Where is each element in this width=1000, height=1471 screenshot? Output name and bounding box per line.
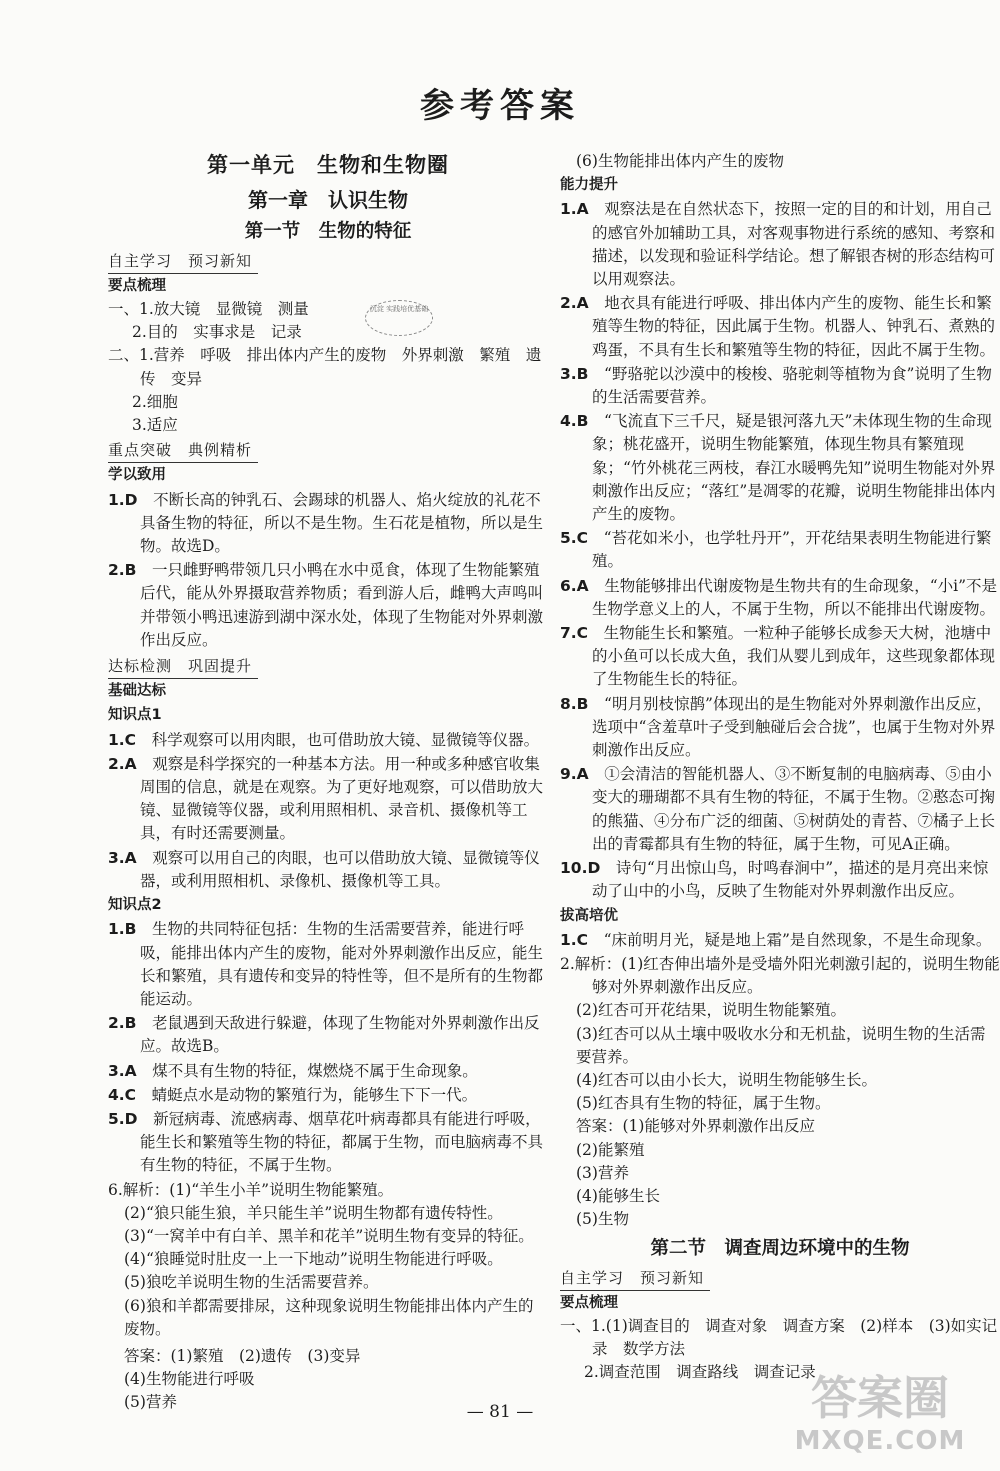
answer-item: 3.B “野骆驼以沙漠中的梭梭、骆驼刺等植物为食”说明了生物的生活需要营养。	[560, 364, 992, 407]
answer-line: 答案：(1)繁殖 (2)遗传 (3)变异	[124, 1346, 361, 1365]
answer-item: 5.D 新冠病毒、流感病毒、烟草花叶病毒都具有能进行呼吸，能生长和繁殖等生物的特征，都属于生物，而电脑病毒不具有生物的特征，不属于生物。	[108, 1109, 544, 1175]
subhead-basic: 基础达标	[108, 683, 166, 700]
banner-check: 达标检测 巩固提升	[108, 655, 258, 679]
answer-line: (4)能够生长	[576, 1186, 660, 1205]
stamp-logo: 沉淀 实践培优基础	[365, 300, 433, 336]
answer-item: 4.B “飞流直下三千尺，疑是银河落九天”未体现生物的生命现象；桃花盛开，说明生物能繁殖，体现生物具有繁殖现象；“竹外桃花三两枝，春江水暖鸭先知”说明生物能对外界刺激作出反应；“落红”是凋零的花瓣，说明生物能排出体内产生的废物。	[560, 412, 996, 524]
answer-item: 5.C “苔花如米小，也学牡丹开”，开花结果表明生物能进行繁殖。	[560, 529, 992, 571]
analysis-line: 6.解析：(1)“羊生小羊”说明生物能繁殖。	[108, 1180, 394, 1199]
answer-item: 1.D 不断长高的钟乳石、会踢球的机器人、焰火绽放的礼花不具备生物的特征，所以不是生物。生石花是植物，所以是生物。故选D。	[108, 490, 544, 556]
subhead-ability: 能力提升	[560, 177, 618, 194]
analysis-line: 2.解析：(1)红杏伸出墙外是受墙外阳光刺激引起的，说明生物能够对外界刺激作出反应。	[560, 954, 1000, 997]
answer-item: 10.D 诗句“月出惊山鸟，时鸣春涧中”，描述的是月亮出来惊动了山中的小鸟，反映了生物能对外界刺激作出反应。	[560, 859, 989, 901]
right-column	[560, 150, 1000, 1385]
answer-item: 1.C 科学观察可以用肉眼，也可借助放大镜、显微镜等仪器。	[108, 730, 540, 749]
answer-line: (5)生物	[576, 1210, 629, 1229]
analysis-line: (4)红杏可以由小长大，说明生物能够生长。	[576, 1070, 877, 1089]
subhead-key-points: 要点梳理	[108, 277, 166, 294]
analysis-line: (4)“狼睡觉时肚皮一上一下地动”说明生物能进行呼吸。	[124, 1250, 503, 1269]
watermark-url: MXQE.COM	[794, 1426, 966, 1456]
answer-item: 2.A 地衣具有能进行呼吸、排出体内产生的废物、能生长和繁殖等生物的特征，因此属于生物。机器人、钟乳石、煮熟的鸡蛋，不具有生长和繁殖等生物的特征，因此不属于生物。	[560, 294, 996, 359]
answer-item: 4.C 蜻蜓点水是动物的繁殖行为，能够生下下一代。	[108, 1085, 478, 1104]
watermark-text: 答案圈	[811, 1371, 949, 1425]
page-number: — 81 —	[466, 1402, 534, 1422]
answer-item: 3.A 煤不具有生物的特征，煤燃烧不属于生命现象。	[108, 1061, 478, 1080]
section-heading: 第一节 生物的特征	[244, 221, 412, 243]
key-point-line: 2.调查范围 调查路线 调查记录	[584, 1363, 816, 1382]
key-point-line: 3.适应	[132, 416, 178, 435]
chapter-heading: 第一章 认识生物	[248, 188, 408, 213]
subhead-advanced: 拔高培优	[560, 907, 618, 924]
subhead-knowledge-2: 知识点2	[108, 897, 162, 914]
answer-line: (5)营养	[124, 1393, 177, 1412]
banner-key-breakthrough: 重点突破 典例精析	[108, 439, 258, 463]
section2-heading: 第二节 调查周边环境中的生物	[650, 1238, 910, 1260]
answer-item: 9.A ①会清洁的智能机器人、③不断复制的电脑病毒、⑤由小变大的珊瑚都不具有生物的特征，不属于生物。②憨态可掬的熊猫、④分布广泛的细菌、⑤树荫处的青苔、⑦橘子上长出的青霉都具有生物的特征，属于生物，可见A正确。	[560, 765, 996, 853]
answer-line: (2)能繁殖	[576, 1140, 645, 1159]
banner-self-study: 自主学习 预习新知	[108, 250, 258, 274]
answer-item: 1.C “床前明月光，疑是地上霜”是自然现象，不是生命现象。	[560, 930, 992, 949]
answer-item: 6.A 生物能够排出代谢废物是生物共有的生命现象，“小i”不是生物学意义上的人，不属于生物，所以不能排出代谢废物。	[560, 576, 997, 618]
analysis-line: (2)红杏可开花结果，说明生物能繁殖。	[576, 1001, 846, 1020]
answer-item: 2.B 一只雌野鸭带领几只小鸭在水中觅食，体现了生物能繁殖后代，能从外界摄取营养物质；看到游人后，雌鸭大声鸣叫并带领小鸭迅速游到湖中深水处，体现了生物能对外界刺激作出反应。	[108, 561, 544, 649]
answer-item: 2.A 观察是科学探究的一种基本方法。用一种或多种感官收集周围的信息，就是在观察。为了更好地观察，可以借助放大镜、显微镜等仪器，或利用照相机、录音机、摄像机等工具，有时还需要测量。	[108, 754, 544, 843]
left-column	[108, 150, 548, 1415]
continued-line: (6)生物能排出体内产生的废物	[576, 152, 784, 170]
answer-line: 答案：(1)能够对外界刺激作出反应	[576, 1117, 815, 1136]
analysis-line: (2)“狼只能生狼，羊只能生羊”说明生物都有遗传特性。	[124, 1203, 503, 1222]
analysis-line: (6)狼和羊都需要排尿，这种现象说明生物能排出体内产生的废物。	[124, 1296, 534, 1338]
answer-line: (4)生物能进行呼吸	[124, 1370, 255, 1389]
analysis-line: (5)狼吃羊说明生物的生活需要营养。	[124, 1273, 379, 1292]
analysis-line: (3)红杏可以从土壤中吸收水分和无机盐，说明生物的生活需要营养。	[576, 1024, 986, 1066]
answer-item: 2.B 老鼠遇到天敌进行躲避，体现了生物能对外界刺激作出反应。故选B。	[108, 1014, 540, 1056]
key-point-line: 2.目的 实事求是 记录	[132, 323, 302, 342]
answer-line: (3)营养	[576, 1163, 629, 1182]
subhead-knowledge-1: 知识点1	[108, 707, 162, 724]
key-point-line: 二、1.营养 呼吸 排出体内产生的废物 外界刺激 繁殖 遗传 变异	[108, 346, 542, 388]
answer-item: 3.A 观察可以用自己的肉眼，也可以借助放大镜、显微镜等仪器，或利用照相机、录像机、摄像机等工具。	[108, 848, 540, 890]
answer-item: 1.B 生物的共同特征包括：生物的生活需要营养，能进行呼吸，能排出体内产生的废物，能对外界刺激作出反应，能生长和繁殖，具有遗传和变异的特性等，但不是所有的生物都能运动。	[108, 920, 544, 1008]
unit-heading: 第一单元 生物和生物圈	[207, 153, 449, 177]
answer-item: 8.B “明月别枝惊鹊”体现出的是生物能对外界刺激作出反应，选项中“含羞草叶子受到触碰后会合拢”，也属于生物对外界刺激作出反应。	[560, 694, 996, 760]
subhead-key-points-2: 要点梳理	[560, 1294, 618, 1311]
watermark-logo	[770, 1370, 990, 1465]
key-point-line: 一、1.放大镜 显微镜 测量	[108, 300, 309, 319]
subhead-apply: 学以致用	[108, 467, 166, 484]
answer-item: 1.A 观察法是在自然状态下，按照一定的目的和计划，用自己的感官外加辅助工具，对客观事物进行系统的感知、考察和描述，以发现和验证科学结论。想了解银杏树的形态结构可以用观察法。	[560, 200, 996, 289]
analysis-line: (3)“一窝羊中有白羊、黑羊和花羊”说明生物有变异的特征。	[124, 1226, 534, 1245]
banner-self-study-2: 自主学习 预习新知	[560, 1267, 710, 1291]
key-point-line: 一、1.(1)调查目的 调查对象 调查方案 (2)样本 (3)如实记录 数学方法	[560, 1316, 998, 1359]
page-title: 参考答案	[420, 86, 580, 126]
analysis-line: (5)红杏具有生物的特征，属于生物。	[576, 1094, 831, 1113]
key-point-line: 2.细胞	[132, 392, 178, 411]
answer-item: 7.C 生物能生长和繁殖。一粒种子能够长成参天大树，池塘中的小鱼可以长成大鱼，我们从婴儿到成年，这些现象都体现了生物能生长的特征。	[560, 624, 996, 689]
